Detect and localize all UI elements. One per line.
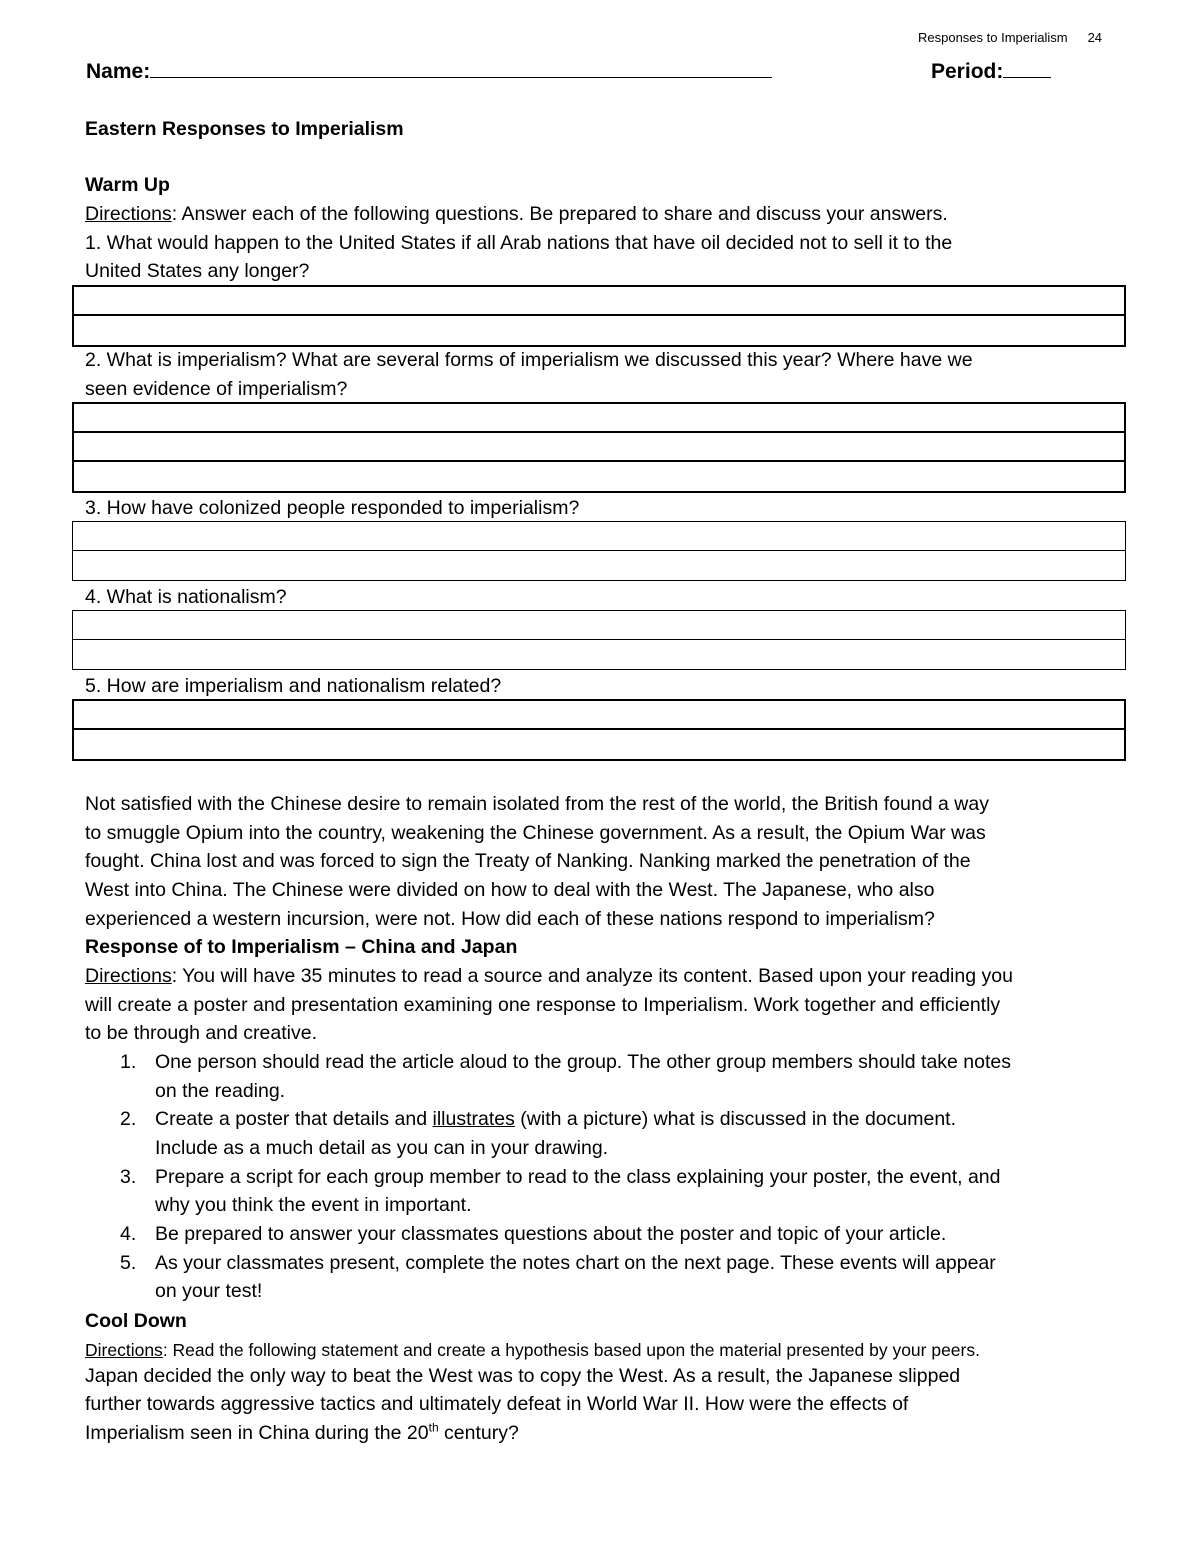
- answer-line[interactable]: [74, 730, 1124, 759]
- answer-line[interactable]: [74, 316, 1124, 345]
- cool-down-heading: Cool Down: [85, 1310, 187, 1332]
- cool-down-statement: further towards aggressive tactics and ultimately defeat in World War II. How were the effects of: [85, 1393, 909, 1415]
- step-text: As your classmates present, complete the notes chart on the next page. These events will appear: [155, 1252, 996, 1274]
- step-text: why you think the event in important.: [155, 1194, 472, 1216]
- answer-box-1[interactable]: [72, 285, 1126, 347]
- response-directions-line-3: to be through and creative.: [85, 1022, 317, 1044]
- ordinal-suffix: th: [428, 1420, 439, 1435]
- page-title: Eastern Responses to Imperialism: [85, 118, 404, 140]
- steps-list: [120, 1048, 1120, 1308]
- answer-box-3[interactable]: [72, 521, 1126, 581]
- answer-line[interactable]: [74, 701, 1124, 730]
- intro-line: experienced a western incursion, were not. How did each of these nations respond to imperialism?: [85, 908, 935, 930]
- step-text: Prepare a script for each group member to read to the class explaining your poster, the event, and: [155, 1166, 1001, 1188]
- step-text: Be prepared to answer your classmates questions about the poster and topic of your article.: [155, 1223, 947, 1245]
- answer-box-2[interactable]: [72, 402, 1126, 493]
- response-directions-line-2: will create a poster and presentation examining one response to Imperialism. Work together and efficiently: [85, 994, 1001, 1016]
- step-number: 2.: [120, 1108, 137, 1130]
- directions-label: Directions: [85, 965, 172, 987]
- response-heading: Response of to Imperialism – China and Japan: [85, 936, 518, 958]
- answer-line[interactable]: [73, 551, 1125, 580]
- period-field[interactable]: [931, 57, 1051, 86]
- answer-line[interactable]: [74, 404, 1124, 433]
- question-1-line-2: United States any longer?: [85, 260, 310, 282]
- intro-line: West into China. The Chinese were divided on how to deal with the West. The Japanese, who also: [85, 879, 935, 901]
- answer-line[interactable]: [73, 640, 1125, 669]
- step-number: 3.: [120, 1166, 137, 1188]
- question-3: 3. How have colonized people responded to imperialism?: [85, 497, 580, 519]
- step-text: on your test!: [155, 1280, 263, 1302]
- name-field[interactable]: [86, 57, 772, 86]
- answer-box-4[interactable]: [72, 610, 1126, 670]
- answer-line[interactable]: [74, 287, 1124, 316]
- step-text: One person should read the article aloud to the group. The other group members should take notes: [155, 1051, 1012, 1073]
- page-number: 24: [1087, 30, 1103, 45]
- directions-text: : Answer each of the following questions. Be prepared to share and discuss your answers.: [171, 203, 948, 225]
- step-text-part: (with a picture) what is discussed in the document.: [514, 1108, 957, 1130]
- running-title: Responses to Imperialism: [918, 30, 1068, 45]
- intro-line: to smuggle Opium into the country, weakening the Chinese government. As a result, the Opium War was: [85, 822, 986, 844]
- question-5: 5. How are imperialism and nationalism related?: [85, 675, 502, 697]
- running-header: [918, 29, 1102, 47]
- intro-line: fought. China lost and was forced to sign the Treaty of Nanking. Nanking marked the penetration of the: [85, 850, 971, 872]
- cool-down-statement: Japan decided the only way to beat the West was to copy the West. As a result, the Japanese slipped: [85, 1365, 961, 1387]
- step-number: 1.: [120, 1051, 137, 1073]
- period-blank[interactable]: [1003, 57, 1051, 78]
- question-text: century?: [438, 1422, 519, 1444]
- question-4: 4. What is nationalism?: [85, 586, 287, 608]
- answer-line[interactable]: [74, 462, 1124, 491]
- response-directions-line-1: [85, 962, 1013, 991]
- step-text-underlined: illustrates: [432, 1108, 515, 1130]
- period-label: Period:: [931, 60, 1004, 83]
- directions-text: : Read the following statement and create a hypothesis based upon the material presented by your peers.: [162, 1340, 980, 1360]
- question-1-line-1: 1. What would happen to the United States if all Arab nations that have oil decided not to sell it to the: [85, 232, 953, 254]
- step-number: 5.: [120, 1252, 137, 1274]
- cool-down-directions: [85, 1336, 980, 1365]
- step-text: [155, 1105, 956, 1134]
- question-2-line-2: seen evidence of imperialism?: [85, 378, 348, 400]
- answer-line[interactable]: [73, 522, 1125, 551]
- answer-line[interactable]: [74, 433, 1124, 462]
- step-text: Include as a much detail as you can in your drawing.: [155, 1137, 609, 1159]
- directions-text: : You will have 35 minutes to read a source and analyze its content. Based upon your reading you: [171, 965, 1013, 987]
- warm-up-heading: Warm Up: [85, 174, 170, 196]
- cool-down-question: [85, 1419, 519, 1448]
- step-text-part: Create a poster that details and: [155, 1108, 433, 1130]
- answer-line[interactable]: [73, 611, 1125, 640]
- directions-label: Directions: [85, 203, 172, 225]
- intro-line: Not satisfied with the Chinese desire to remain isolated from the rest of the world, the British found a way: [85, 793, 989, 815]
- directions-label: Directions: [85, 1340, 163, 1360]
- warm-up-directions: [85, 200, 948, 229]
- step-number: 4.: [120, 1223, 137, 1245]
- name-label: Name:: [86, 60, 151, 83]
- name-blank[interactable]: [150, 57, 772, 78]
- step-text: on the reading.: [155, 1080, 286, 1102]
- question-text: Imperialism seen in China during the 20: [85, 1422, 429, 1444]
- question-2-line-1: 2. What is imperialism? What are several forms of imperialism we discussed this year? Where have we: [85, 349, 973, 371]
- answer-box-5[interactable]: [72, 699, 1126, 761]
